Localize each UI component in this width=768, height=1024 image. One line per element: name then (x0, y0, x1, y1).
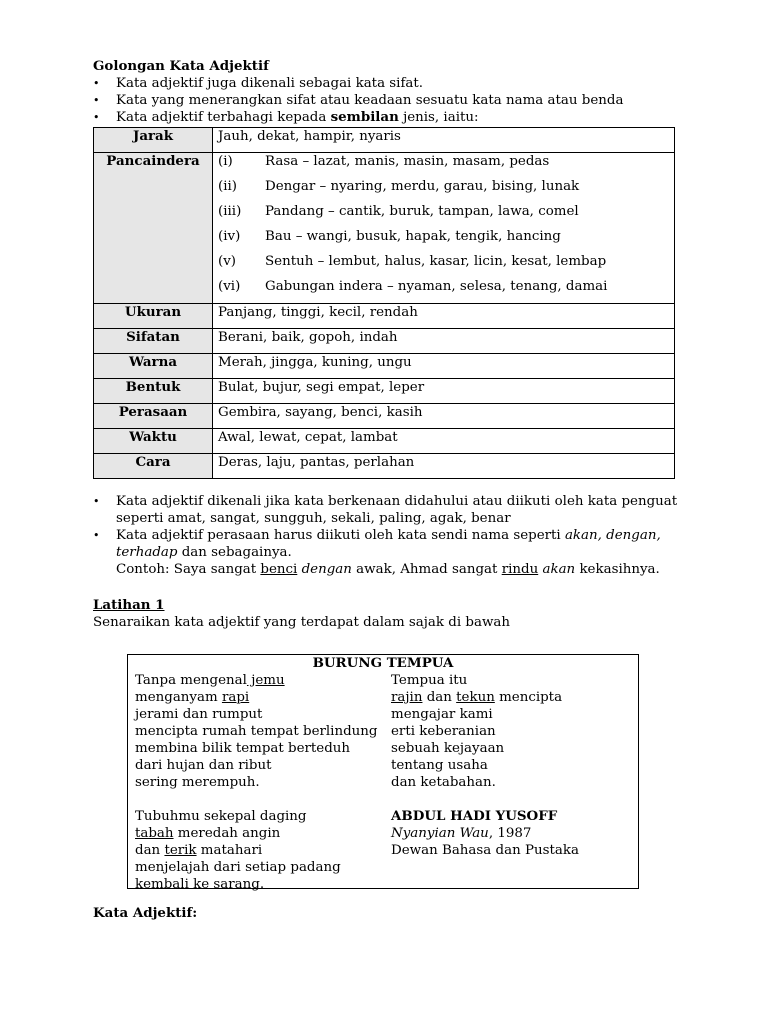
category-cell: Cara (94, 454, 213, 479)
underlined-word: tekun (456, 690, 495, 705)
exercise-instruction: Senaraikan kata adjektif yang terdapat dalam sajak di bawah (93, 615, 511, 630)
poem-line: sebuah kejayaan (391, 741, 505, 756)
list-item (93, 92, 693, 109)
examples-cell: Deras, laju, pantas, perlahan (213, 454, 675, 479)
poem-line: membina bilik tempat berteduh (135, 741, 351, 756)
sense-item (218, 153, 669, 178)
sense-number: (iv) (218, 229, 241, 244)
category-cell: Sifatan (94, 329, 213, 354)
underlined-word: benci (260, 562, 298, 577)
poem-left-column (135, 672, 377, 893)
poem-author: ABDUL HADI YUSOFF (391, 808, 558, 824)
poem-text: dan (422, 690, 457, 705)
poem-line (135, 672, 377, 689)
sense-text: Pandang – cantik, buruk, tampan, lawa, comel (265, 204, 579, 219)
bullet-icon: • (93, 94, 100, 107)
category-cell: Perasaan (94, 404, 213, 429)
note-text: Kata adjektif dikenali jika kata berkenaan didahului atau diikuti oleh kata penguat seperti amat, sangat, sungguh, sekali, paling, agak, benar (116, 494, 678, 526)
poem-box (127, 654, 639, 892)
examples-cell: Bulat, bujur, segi empat, leper (213, 379, 675, 404)
notes-list (93, 493, 693, 578)
sense-text: Gabungan indera – nyaman, selesa, tenang, damai (265, 279, 608, 294)
underlined-word: tabah (135, 826, 174, 841)
list-item-text: Kata adjektif terbahagi kepada (116, 110, 331, 125)
italic-text: dengan (301, 562, 352, 577)
poem-line (135, 842, 377, 859)
poem-publisher: Dewan Bahasa dan Pustaka (391, 843, 579, 858)
sense-number: (i) (218, 154, 233, 169)
poem-line: erti keberanian (391, 724, 496, 739)
poem-source (391, 825, 579, 842)
intro-list (93, 75, 693, 126)
exercise-title: Latihan 1 (93, 597, 165, 613)
examples-cell: Berani, baik, gopoh, indah (213, 329, 675, 354)
poem-text: meredah angin (173, 826, 281, 841)
list-item-text: Kata yang menerangkan sifat atau keadaan sesuatu kata nama atau benda (116, 93, 624, 108)
poem-text: mencipta (494, 690, 563, 705)
category-cell: Bentuk (94, 379, 213, 404)
bullet-icon: • (93, 77, 100, 90)
underlined-word: rindu (501, 562, 539, 577)
poem-line: menjelajah dari setiap padang (135, 860, 341, 875)
sense-item (218, 253, 669, 278)
examples-cell: Gembira, sayang, benci, kasih (213, 404, 675, 429)
sense-item (218, 228, 669, 253)
sense-text: Sentuh – lembut, halus, kasar, licin, kesat, lembap (265, 254, 607, 269)
sense-item (218, 203, 669, 228)
poem-line: kembali ke sarang. (135, 877, 265, 892)
examples-cell: Merah, jingga, kuning, ungu (213, 354, 675, 379)
poem-line: tentang usaha (391, 758, 488, 773)
stanza-break (391, 791, 579, 808)
examples-cell: Awal, lewat, cepat, lambat (213, 429, 675, 454)
emphasis-text: sembilan (330, 109, 399, 125)
underlined-word: rapi (221, 690, 250, 705)
bullet-icon: • (93, 529, 100, 542)
table-row (94, 354, 675, 379)
poem-line: Tempua itu (391, 673, 468, 688)
poem-line: Tubuhmu sekepal daging (135, 809, 307, 824)
poem-line: dari hujan dan ribut (135, 758, 272, 773)
sense-number: (v) (218, 254, 237, 269)
poem-title: BURUNG TEMPUA (312, 655, 454, 671)
poem-line (135, 825, 377, 842)
sense-item (218, 278, 669, 303)
bullet-icon: • (93, 111, 100, 124)
poem-text: dan (135, 843, 165, 858)
category-cell: Jarak (94, 128, 213, 153)
italic-text: Nyanyian Wau (391, 826, 489, 841)
page-title: Golongan Kata Adjektif (93, 58, 269, 74)
sense-text: Rasa – lazat, manis, masin, masam, pedas (265, 154, 550, 169)
table-row (94, 454, 675, 479)
poem-text: matahari (196, 843, 263, 858)
spacer (93, 479, 693, 493)
table-row (94, 404, 675, 429)
list-item (93, 75, 693, 92)
list-item-text: Kata adjektif juga dikenali sebagai kata sifat. (116, 76, 424, 91)
note-text: dan sebagainya. (177, 545, 292, 560)
sense-text: Dengar – nyaring, merdu, garau, bising, lunak (265, 179, 580, 194)
table-row (94, 429, 675, 454)
example-text: Contoh: Saya sangat (116, 562, 261, 577)
category-cell: Waktu (94, 429, 213, 454)
sense-number: (iii) (218, 204, 242, 219)
table-row (94, 304, 675, 329)
poem-line: jerami dan rumput (135, 707, 263, 722)
table-row (94, 379, 675, 404)
bullet-icon: • (93, 495, 100, 508)
sense-number: (ii) (218, 179, 238, 194)
example-text: kekasihnya. (575, 562, 660, 577)
underlined-word: terik (164, 843, 197, 858)
underlined-word: jemu (246, 673, 285, 688)
list-item (93, 493, 693, 527)
table-row (94, 153, 675, 304)
poem-right-column (391, 672, 579, 859)
italic-text: akan, dengan, terhadap (116, 528, 661, 560)
underlined-word: rajin (391, 690, 423, 705)
poem-line (391, 689, 579, 706)
sense-item (218, 178, 669, 203)
table-row (94, 329, 675, 354)
poem-line: mencipta rumah tempat berlindung (135, 724, 378, 739)
list-item (93, 109, 693, 126)
table-row (94, 128, 675, 153)
poem-line: mengajar kami (391, 707, 493, 722)
note-text: Kata adjektif perasaan harus diikuti oleh kata sendi nama seperti (116, 528, 565, 543)
examples-cell: Panjang, tinggi, kecil, rendah (213, 304, 675, 329)
category-cell: Pancaindera (94, 153, 213, 304)
poem-line (135, 689, 377, 706)
poem-line: sering merempuh. (135, 775, 260, 790)
list-item (93, 527, 693, 578)
senses-cell (213, 153, 675, 304)
poem-text: , 1987 (488, 826, 532, 841)
example-text: awak, Ahmad sangat (351, 562, 502, 577)
poem-text: Tanpa mengenal (135, 673, 247, 688)
stanza-break (135, 791, 377, 808)
category-cell: Ukuran (94, 304, 213, 329)
poem-line: dan ketabahan. (391, 775, 496, 790)
examples-cell: Jauh, dekat, hampir, nyaris (213, 128, 675, 153)
adjective-types-table (93, 127, 675, 479)
answer-heading: Kata Adjektif: (93, 905, 198, 921)
document-body (93, 58, 693, 631)
category-cell: Warna (94, 354, 213, 379)
sense-text: Bau – wangi, busuk, hapak, tengik, hancing (265, 229, 561, 244)
list-item-text: jenis, iaitu: (398, 110, 479, 125)
poem-text: menganyam (135, 690, 222, 705)
italic-text: akan (542, 562, 576, 577)
sense-number: (vi) (218, 279, 241, 294)
spacer (93, 578, 693, 597)
